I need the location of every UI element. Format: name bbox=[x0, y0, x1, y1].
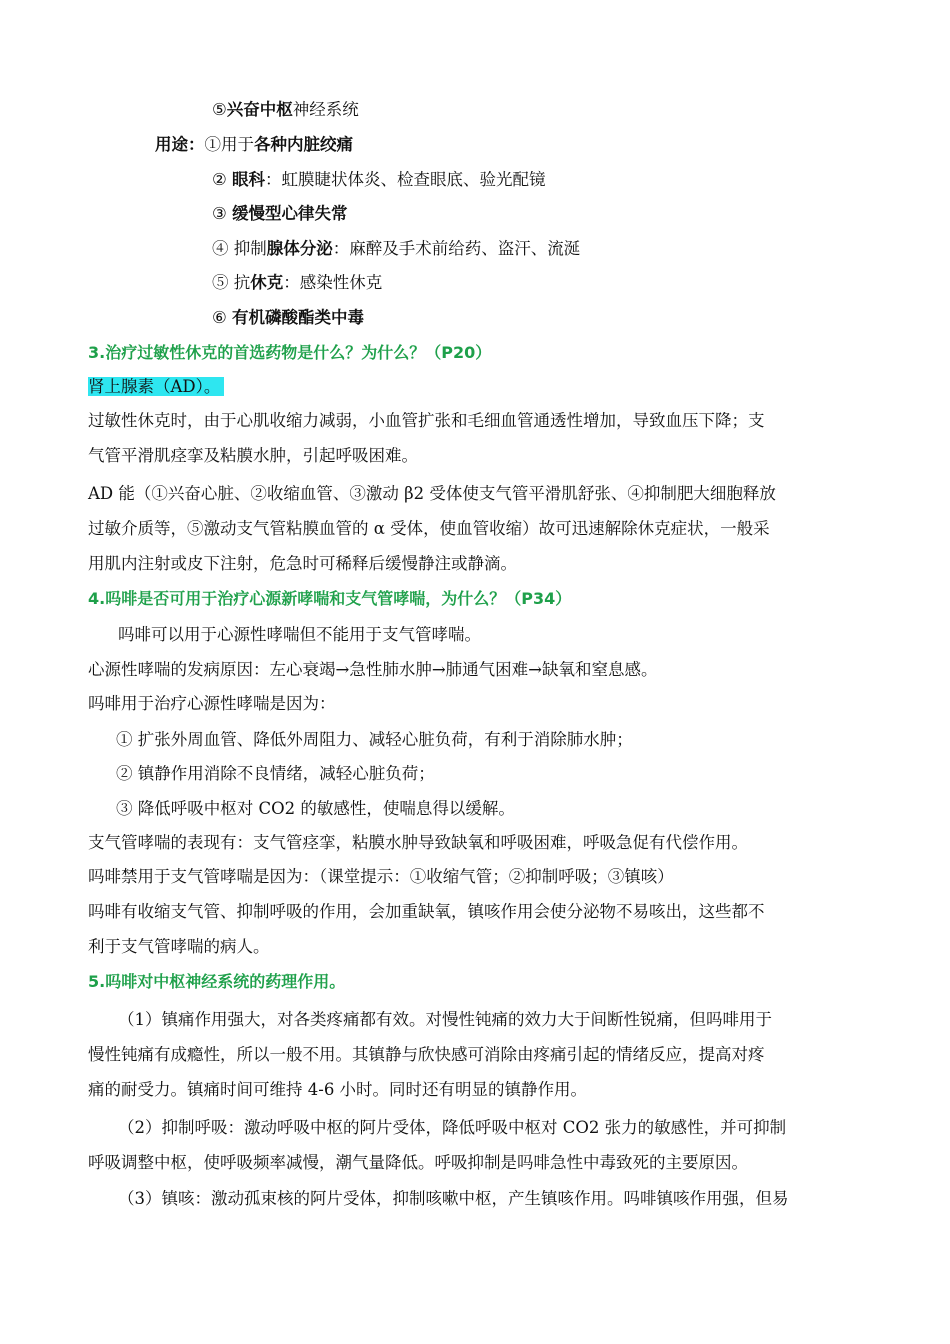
q5-line-5: 呼吸调整中枢，使呼吸频率减慢，潮气量降低。呼吸抑制是吗啡急性中毒致死的主要原因。 bbox=[88, 1153, 748, 1172]
use-item-4: ④ 抑制腺体分泌：麻醉及手术前给药、盗汗、流涎 bbox=[212, 239, 581, 258]
q4-line-7: 支气管哮喘的表现有：支气管痉挛，粘膜水肿导致缺氧和呼吸困难，呼吸急促有代偿作用。 bbox=[88, 833, 748, 852]
question-4-title: 4.吗啡是否可用于治疗心源新哮喘和支气管哮喘，为什么？（P34） bbox=[88, 589, 572, 608]
q3-line-5: 用肌内注射或皮下注射，危急时可稀释后缓慢静注或静滴。 bbox=[88, 554, 517, 573]
use-item-2: ② 眼科：虹膜睫状体炎、检查眼底、验光配镜 bbox=[212, 170, 546, 189]
q4-line-4: ① 扩张外周血管、降低外周阻力、减轻心脏负荷，有利于消除肺水肿； bbox=[116, 730, 633, 749]
q4-line-9: 吗啡有收缩支气管、抑制呼吸的作用，会加重缺氧，镇咳作用会使分泌物不易咳出，这些都不 bbox=[88, 902, 765, 921]
q3-line-2: 气管平滑肌痉挛及粘膜水肿，引起呼吸困难。 bbox=[88, 446, 418, 465]
use-item-5: ⑤ 抗休克：感染性休克 bbox=[212, 273, 383, 292]
effect-item-5: ⑤兴奋中枢神经系统 bbox=[212, 100, 359, 119]
q4-line-3: 吗啡用于治疗心源性哮喘是因为： bbox=[88, 694, 336, 713]
use-item-6: ⑥ 有机磷酸酯类中毒 bbox=[212, 308, 365, 327]
q5-line-3: 痛的耐受力。镇痛时间可维持 4-6 小时。同时还有明显的镇静作用。 bbox=[88, 1080, 588, 1099]
q5-line-4: （2）抑制呼吸：激动呼吸中枢的阿片受体，降低呼吸中枢对 CO2 张力的敏感性，并可抑制 bbox=[118, 1118, 787, 1137]
q3-line-1: 过敏性休克时，由于心肌收缩力减弱，小血管扩张和毛细血管通透性增加，导致血压下降；支 bbox=[88, 411, 765, 430]
question-3-answer: 肾上腺素（AD）。 bbox=[88, 376, 868, 398]
q4-line-5: ② 镇静作用消除不良情绪，减轻心脏负荷； bbox=[116, 764, 435, 783]
q5-line-2: 慢性钝痛有成瘾性，所以一般不用。其镇静与欣快感可消除由疼痛引起的情绪反应，提高对疼 bbox=[88, 1045, 765, 1064]
q4-line-1: 吗啡可以用于心源性哮喘但不能用于支气管哮喘。 bbox=[118, 625, 481, 644]
q3-line-4: 过敏介质等，⑤激动支气管粘膜血管的 α 受体，使血管收缩）故可迅速解除休克症状，一般采 bbox=[88, 519, 770, 538]
q4-line-6: ③ 降低呼吸中枢对 CO2 的敏感性，使喘息得以缓解。 bbox=[116, 799, 515, 818]
q4-line-8: 吗啡禁用于支气管哮喘是因为：（课堂提示：①收缩气管；②抑制呼吸；③镇咳） bbox=[88, 867, 674, 886]
q3-line-3: AD 能（①兴奋心脏、②收缩血管、③激动 β2 受体使支气管平滑肌舒张、④抑制肥大细胞释放 bbox=[88, 484, 776, 503]
q4-line-10: 利于支气管哮喘的病人。 bbox=[88, 937, 270, 956]
q4-line-2: 心源性哮喘的发病原因：左心衰竭→急性肺水肿→肺通气困难→缺氧和窒息感。 bbox=[88, 660, 658, 679]
q5-line-6: （3）镇咳：激动孤束核的阿片受体，抑制咳嗽中枢，产生镇咳作用。吗啡镇咳作用强，但易 bbox=[118, 1189, 789, 1208]
question-3-title: 3.治疗过敏性休克的首选药物是什么？为什么？（P20） bbox=[88, 343, 492, 362]
q5-line-1: （1）镇痛作用强大，对各类疼痛都有效。对慢性钝痛的效力大于间断性锐痛，但吗啡用于 bbox=[118, 1010, 772, 1029]
question-5-title: 5.吗啡对中枢神经系统的药理作用。 bbox=[88, 972, 346, 991]
use-item-1: 用途：①用于各种内脏绞痛 bbox=[155, 135, 353, 154]
use-item-3: ③ 缓慢型心律失常 bbox=[212, 204, 348, 223]
